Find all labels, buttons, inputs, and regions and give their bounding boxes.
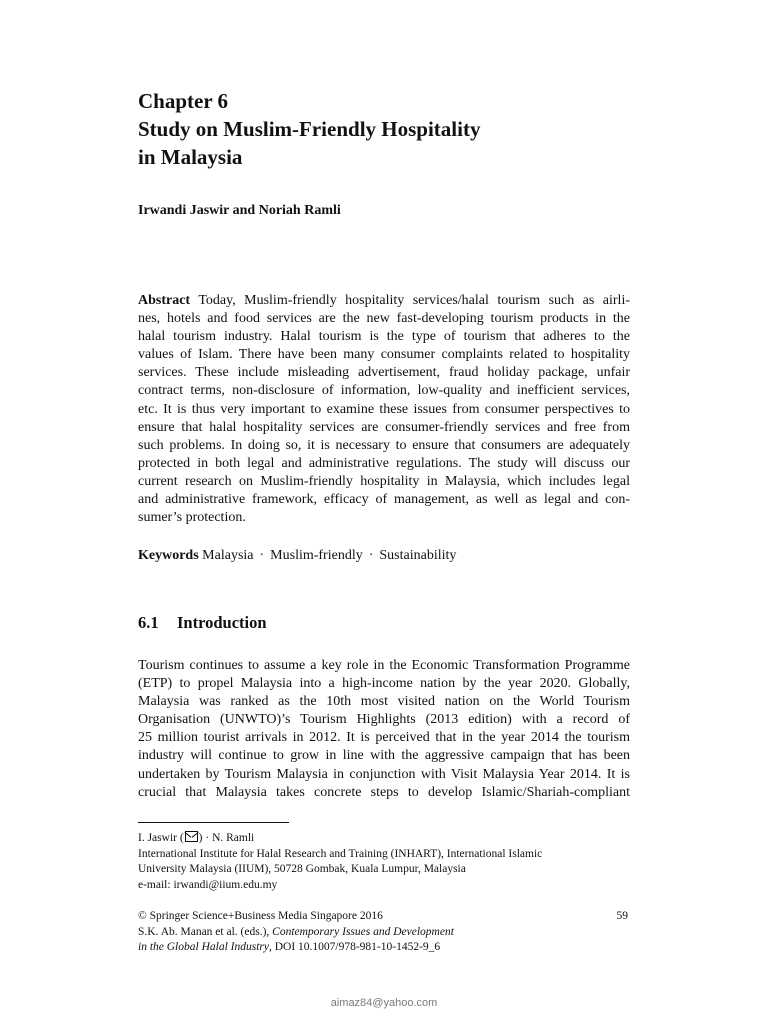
footnote-authors: I. Jaswir ( ) · N. Ramli [138,832,255,844]
body-line: (ETP) to propel Malaysia into a high-income nation by the year 2020. Globally, [138,676,630,692]
abstract-paragraph [138,292,630,527]
abstract-line: sumer’s protection. [138,510,246,526]
body-line: 25 million tourist arrivals in 2012. It is perceived that in the year 2014 the tourism [138,730,630,746]
abstract-line: and administrative framework, efficacy of management, as well as legal and con- [138,492,630,508]
keyword-separator: · [259,548,265,563]
citation-line: S.K. Ab. Manan et al. (eds.), Contemporary Issues and Development [138,925,454,938]
abstract-line: halal tourism industry. Halal tourism is the type of tourism that adheres to the [138,329,630,345]
section-title: Introduction [177,613,267,632]
footnote-divider [138,822,289,823]
abstract-line: Abstract Today, Muslim-friendly hospitality services/halal tourism such as airli- [138,293,631,308]
body-line: crucial that Malaysia takes concrete steps to develop Islamic/Shariah-compliant [138,784,630,800]
envelope-icon [185,831,198,842]
keywords-line [138,548,456,564]
citation-line: in the Global Halal Industry, DOI 10.1007/978-981-10-1452-9_6 [138,941,441,953]
body-line: undertaken by Tourism Malaysia in conjunction with Visit Malaysia Year 2014. It is [138,766,630,782]
body-line: Organisation (UNWTO)’s Tourism Highlights (2013 edition) with a record of [138,712,630,728]
copyright-block [138,909,630,956]
abstract-line: protected in both legal and administrative regulations. The study will discuss our [138,455,630,471]
copyright-line: © Springer Science+Business Media Singapore 2016 [138,910,383,922]
abstract-line: current research on Muslim-friendly hospitality in Malaysia, which includes legal [138,473,630,489]
section-number: 6.1 [138,613,159,632]
footnote-affiliation: University Malaysia (IIUM), 50728 Gombak, Kuala Lumpur, Malaysia [138,863,466,875]
chapter-title [138,115,658,171]
abstract-label: Abstract [138,293,191,308]
chapter-title-line: in Malaysia [138,145,243,169]
author-footnote [138,831,618,893]
abstract-line: values of Islam. There have been many consumer complaints related to hospitality [138,347,630,363]
abstract-line: services. These include misleading advertisement, fraud holiday package, unfair [138,365,630,381]
abstract-line: etc. It is thus very important to examine these issues from consumer perspectives to [138,401,630,417]
abstract-line: ensure that halal hospitality services are consumer-friendly services and free from [138,419,630,435]
keyword: Sustainability [379,548,457,563]
keyword: Muslim-friendly [270,548,363,563]
abstract-line: nes, hotels and food services are the new fast-developing tourism products in the [138,311,630,327]
chapter-label: Chapter 6 [138,89,229,113]
body-line: Malaysia was ranked as the 10th most visited nation on the World Tourism [138,694,630,710]
abstract-line: contract terms, non-disclosure of information, low-quality and inefficient services, [138,383,630,399]
body-line: Tourism continues to assume a key role in the Economic Transformation Programme [138,658,630,673]
chapter-title-line: Study on Muslim-Friendly Hospitality [138,117,481,141]
author-line: Irwandi Jaswir and Noriah Ramli [138,203,341,218]
keyword-separator: · [368,548,374,563]
footnote-affiliation: International Institute for Halal Research and Training (INHART), International Islamic [138,847,543,860]
keyword: Malaysia [202,548,254,563]
introduction-paragraph [138,657,630,802]
keywords-label: Keywords [138,548,199,563]
footnote-email: e-mail: irwandi@iium.edu.my [138,878,278,891]
section-heading [138,613,267,633]
body-line: industry will continue to grow in line with the aggressive campaign that has been [138,748,630,764]
watermark-email: aimaz84@yahoo.com [330,997,438,1009]
abstract-line: such problems. In doing so, it is necessary to ensure that consumers are adequately [138,437,630,453]
page-number: 59 [616,910,628,922]
